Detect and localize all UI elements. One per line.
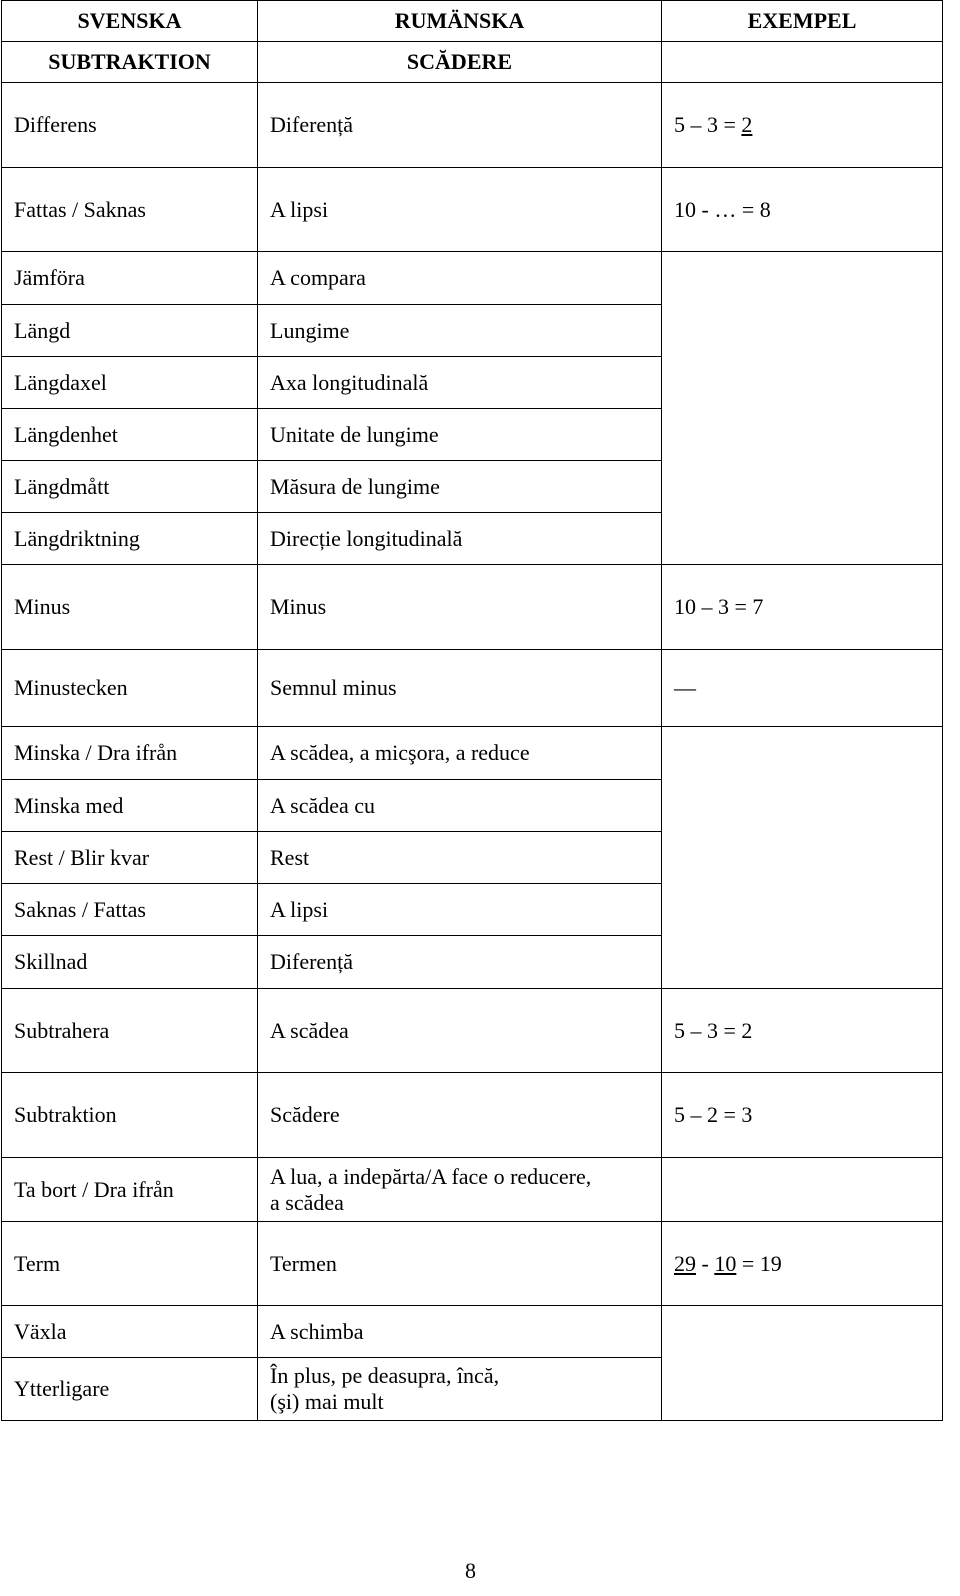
term-romanian bbox=[258, 1158, 662, 1222]
term-romanian: Rest bbox=[258, 832, 662, 884]
term-swedish: Rest / Blir kvar bbox=[2, 832, 258, 884]
term-swedish: Term bbox=[2, 1222, 258, 1306]
example-cell: 10 – 3 = 7 bbox=[662, 565, 943, 650]
example-cell bbox=[662, 1306, 943, 1421]
section-empty-cell bbox=[662, 42, 943, 83]
table-row bbox=[2, 1306, 943, 1358]
term-swedish: Fattas / Saknas bbox=[2, 168, 258, 252]
term-swedish: Skillnad bbox=[2, 936, 258, 989]
term-swedish: Minska med bbox=[2, 780, 258, 832]
column-header-romanian: RUMÄNSKA bbox=[258, 1, 662, 42]
term-swedish: Längdmått bbox=[2, 461, 258, 513]
table-row bbox=[2, 252, 943, 305]
term-swedish: Saknas / Fattas bbox=[2, 884, 258, 936]
example-text: 5 – 3 = bbox=[674, 112, 742, 137]
term-swedish: Ta bort / Dra ifrån bbox=[2, 1158, 258, 1222]
example-cell: 5 – 2 = 3 bbox=[662, 1073, 943, 1158]
term-swedish: Minska / Dra ifrån bbox=[2, 727, 258, 780]
term-romanian: A scădea, a micşora, a reduce bbox=[258, 727, 662, 780]
section-row bbox=[2, 42, 943, 83]
example-cell bbox=[662, 727, 943, 989]
term-romanian: Diferență bbox=[258, 83, 662, 168]
term-romanian: A schimba bbox=[258, 1306, 662, 1358]
term-romanian: A scădea bbox=[258, 989, 662, 1073]
term-romanian: A lipsi bbox=[258, 884, 662, 936]
term-romanian: Scădere bbox=[258, 1073, 662, 1158]
example-cell bbox=[662, 252, 943, 565]
example-underlined: 29 bbox=[674, 1250, 696, 1276]
example-text: - bbox=[696, 1250, 715, 1276]
term-swedish: Längd bbox=[2, 305, 258, 357]
example-cell bbox=[662, 83, 943, 168]
term-romanian-line: (şi) mai mult bbox=[270, 1389, 384, 1414]
column-header-example: EXEMPEL bbox=[662, 1, 943, 42]
table-row bbox=[2, 1073, 943, 1158]
table-row bbox=[2, 565, 943, 650]
term-romanian-line: a scădea bbox=[270, 1189, 344, 1215]
example-cell bbox=[662, 1158, 943, 1222]
term-swedish: Längdenhet bbox=[2, 409, 258, 461]
term-swedish: Minustecken bbox=[2, 650, 258, 727]
term-swedish: Subtrahera bbox=[2, 989, 258, 1073]
table-row bbox=[2, 1158, 943, 1222]
column-header-swedish: SVENSKA bbox=[2, 1, 258, 42]
term-swedish: Differens bbox=[2, 83, 258, 168]
term-romanian-line: În plus, pe deasupra, încă, bbox=[270, 1363, 500, 1388]
table-row bbox=[2, 168, 943, 252]
example-underlined: 2 bbox=[741, 112, 753, 137]
term-romanian: Lungime bbox=[258, 305, 662, 357]
example-cell: 10 - … = 8 bbox=[662, 168, 943, 252]
term-swedish: Längdriktning bbox=[2, 513, 258, 565]
term-swedish: Subtraktion bbox=[2, 1073, 258, 1158]
example-cell: 5 – 3 = 2 bbox=[662, 989, 943, 1073]
term-romanian: Axa longitudinală bbox=[258, 357, 662, 409]
term-romanian: A scădea cu bbox=[258, 780, 662, 832]
table-row bbox=[2, 650, 943, 727]
table-header-row bbox=[2, 1, 943, 42]
table-row bbox=[2, 1222, 943, 1306]
section-title-romanian: SCĂDERE bbox=[258, 42, 662, 83]
term-romanian: Termen bbox=[258, 1222, 662, 1306]
page-number: 8 bbox=[465, 1558, 476, 1583]
term-romanian: Diferență bbox=[258, 936, 662, 989]
term-romanian: Direcție longitudinală bbox=[258, 513, 662, 565]
section-title-swedish: SUBTRAKTION bbox=[2, 42, 258, 83]
table-row bbox=[2, 83, 943, 168]
term-romanian: Măsura de lungime bbox=[258, 461, 662, 513]
term-swedish: Växla bbox=[2, 1306, 258, 1358]
term-romanian: A compara bbox=[258, 252, 662, 305]
example-underlined: 10 bbox=[714, 1250, 737, 1276]
example-cell: — bbox=[662, 650, 943, 727]
example-cell bbox=[662, 1222, 943, 1306]
table-row bbox=[2, 727, 943, 780]
term-romanian-line: A lua, a indepărta/A face o reducere, bbox=[270, 1163, 592, 1189]
example-text: = 19 bbox=[736, 1250, 782, 1276]
term-swedish: Ytterligare bbox=[2, 1358, 258, 1421]
term-romanian: A lipsi bbox=[258, 168, 662, 252]
term-swedish: Jämföra bbox=[2, 252, 258, 305]
term-swedish: Längdaxel bbox=[2, 357, 258, 409]
term-romanian: Semnul minus bbox=[258, 650, 662, 727]
term-swedish: Minus bbox=[2, 565, 258, 650]
term-romanian bbox=[258, 1358, 662, 1421]
term-romanian: Unitate de lungime bbox=[258, 409, 662, 461]
glossary-table bbox=[1, 0, 943, 1421]
table-row bbox=[2, 989, 943, 1073]
term-romanian: Minus bbox=[258, 565, 662, 650]
